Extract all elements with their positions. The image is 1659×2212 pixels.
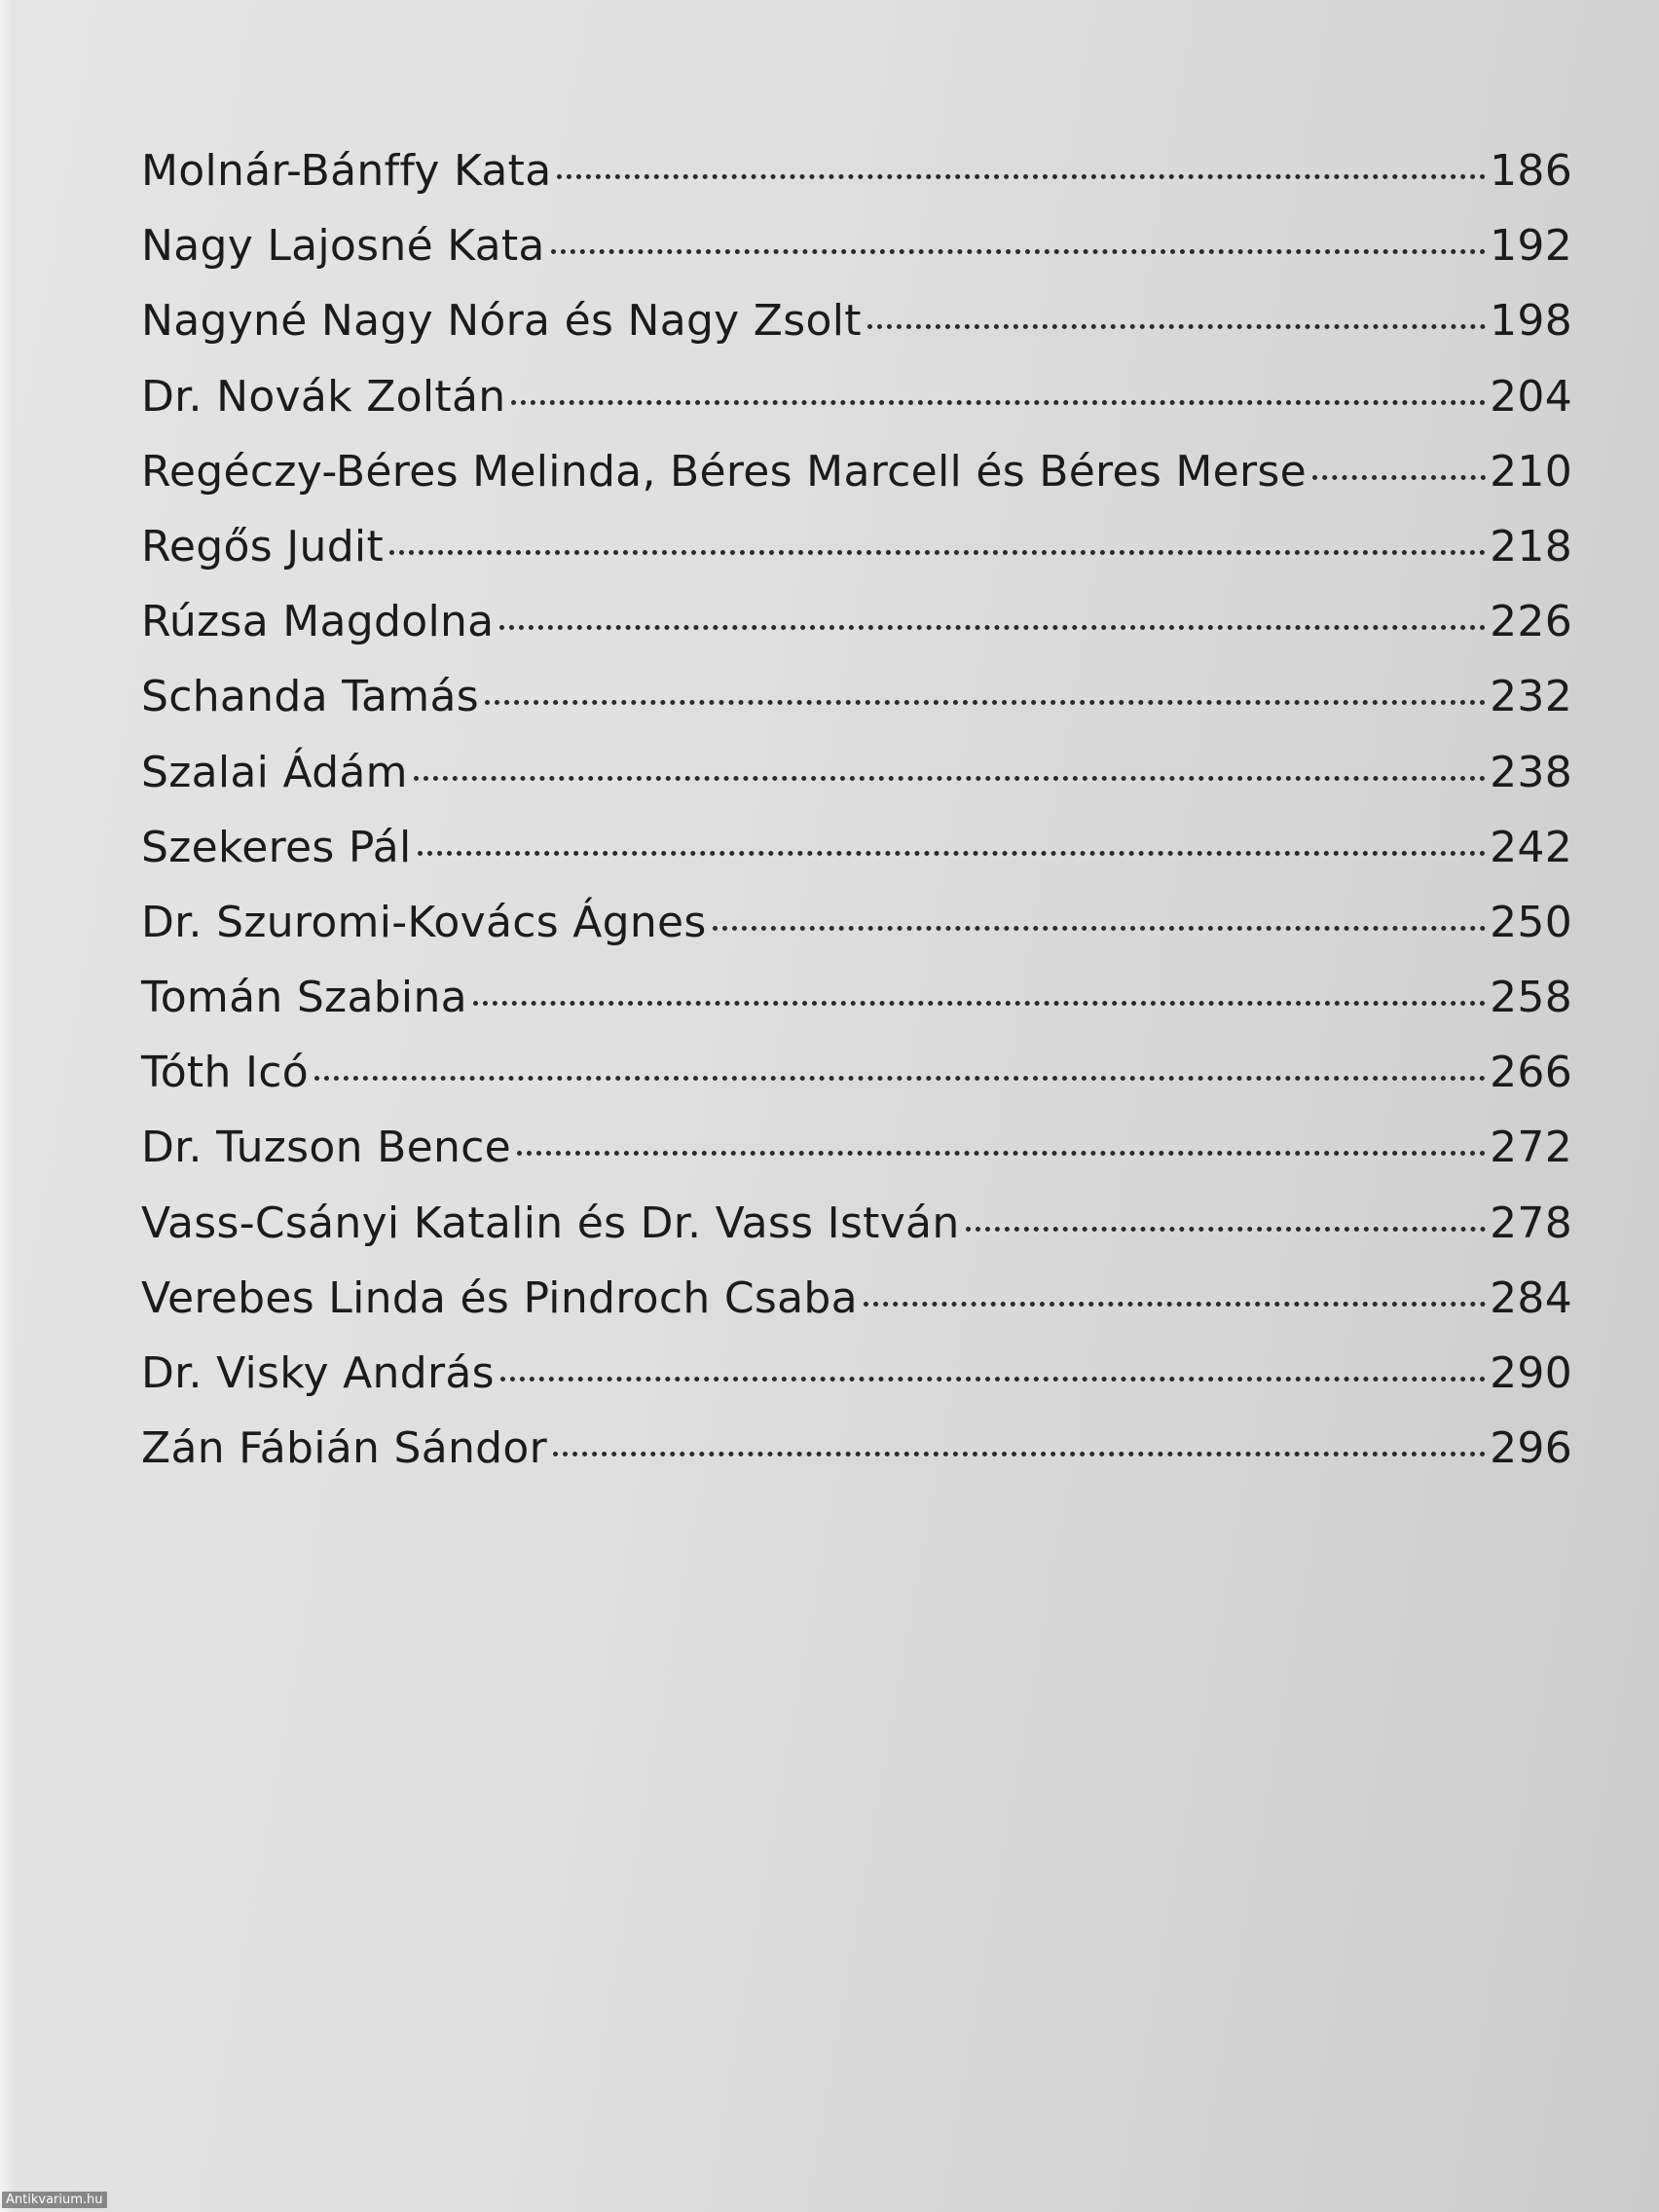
toc-entry xyxy=(141,597,1572,672)
toc-entry-page: 238 xyxy=(1490,747,1572,797)
toc-entry-name: Regős Judit xyxy=(141,521,384,571)
table-of-contents xyxy=(141,146,1572,1498)
toc-entry-name: Tóth Icó xyxy=(141,1048,309,1098)
toc-entry-page: 258 xyxy=(1490,973,1572,1023)
toc-entry xyxy=(141,748,1572,823)
toc-entry xyxy=(141,823,1572,898)
toc-entry-name: Szalai Ádám xyxy=(141,747,408,797)
toc-dot-leader xyxy=(418,851,1487,856)
toc-entry-page: 218 xyxy=(1490,521,1572,571)
page-edge xyxy=(0,0,14,2212)
toc-dot-leader xyxy=(864,1302,1486,1307)
toc-dot-leader xyxy=(966,1227,1487,1232)
toc-entry xyxy=(141,221,1572,296)
toc-entry-name: Dr. Szuromi-Kovács Ágnes xyxy=(141,897,707,947)
toc-entry xyxy=(141,898,1572,973)
toc-entry xyxy=(141,1348,1572,1423)
toc-entry-page: 278 xyxy=(1490,1198,1572,1248)
toc-entry xyxy=(141,1423,1572,1498)
toc-entry xyxy=(141,372,1572,447)
toc-entry-name: Regéczy-Béres Melinda, Béres Marcell és Béres Merse xyxy=(141,446,1307,497)
toc-entry-page: 250 xyxy=(1490,897,1572,947)
toc-entry xyxy=(141,1048,1572,1123)
toc-entry-name: Molnár-Bánffy Kata xyxy=(141,146,552,196)
toc-entry xyxy=(141,1123,1572,1198)
toc-dot-leader xyxy=(713,926,1486,931)
toc-dot-leader xyxy=(1312,475,1486,480)
toc-entry xyxy=(141,973,1572,1048)
toc-entry-page: 290 xyxy=(1490,1348,1572,1398)
toc-entry-name: Nagy Lajosné Kata xyxy=(141,221,545,272)
toc-entry-name: Dr. Tuzson Bence xyxy=(141,1123,512,1173)
toc-entry xyxy=(141,296,1572,371)
toc-entry-page: 198 xyxy=(1490,296,1572,347)
toc-dot-leader xyxy=(867,324,1486,329)
toc-entry-page: 284 xyxy=(1490,1272,1572,1323)
toc-entry-name: Szekeres Pál xyxy=(141,822,412,872)
toc-entry-page: 266 xyxy=(1490,1048,1572,1098)
toc-entry-page: 192 xyxy=(1490,221,1572,272)
toc-entry-page: 210 xyxy=(1490,446,1572,497)
toc-entry-name: Vass-Csányi Katalin és Dr. Vass István xyxy=(141,1198,960,1248)
toc-entry-page: 296 xyxy=(1490,1423,1572,1474)
toc-entry xyxy=(141,522,1572,597)
toc-entry-name: Tomán Szabina xyxy=(141,973,467,1023)
toc-dot-leader xyxy=(551,249,1486,254)
toc-entry-page: 204 xyxy=(1490,371,1572,422)
toc-dot-leader xyxy=(499,625,1486,630)
toc-entry xyxy=(141,1273,1572,1348)
toc-entry xyxy=(141,146,1572,221)
toc-entry-page: 186 xyxy=(1490,146,1572,196)
toc-dot-leader xyxy=(500,1377,1486,1382)
toc-entry-page: 226 xyxy=(1490,597,1572,647)
toc-entry xyxy=(141,672,1572,747)
toc-entry-name: Dr. Novák Zoltán xyxy=(141,371,506,422)
toc-dot-leader xyxy=(389,550,1486,555)
toc-entry xyxy=(141,1198,1572,1273)
toc-entry-name: Dr. Visky András xyxy=(141,1348,495,1398)
toc-entry-name: Schanda Tamás xyxy=(141,672,479,722)
toc-dot-leader xyxy=(314,1076,1486,1081)
toc-entry-name: Nagyné Nagy Nóra és Nagy Zsolt xyxy=(141,296,862,347)
toc-entry-page: 242 xyxy=(1490,822,1572,872)
toc-entry-name: Verebes Linda és Pindroch Csaba xyxy=(141,1272,858,1323)
toc-dot-leader xyxy=(414,776,1486,781)
toc-dot-leader xyxy=(557,174,1486,179)
toc-entry-page: 272 xyxy=(1490,1123,1572,1173)
toc-dot-leader xyxy=(473,1001,1486,1006)
toc-dot-leader xyxy=(553,1452,1486,1456)
toc-dot-leader xyxy=(485,700,1486,705)
toc-entry xyxy=(141,447,1572,522)
toc-dot-leader xyxy=(517,1151,1486,1156)
toc-dot-leader xyxy=(511,400,1486,405)
site-watermark: Antikvarium.hu xyxy=(2,2192,107,2208)
toc-entry-name: Zán Fábián Sándor xyxy=(141,1423,548,1474)
toc-entry-page: 232 xyxy=(1490,672,1572,722)
toc-entry-name: Rúzsa Magdolna xyxy=(141,597,495,647)
